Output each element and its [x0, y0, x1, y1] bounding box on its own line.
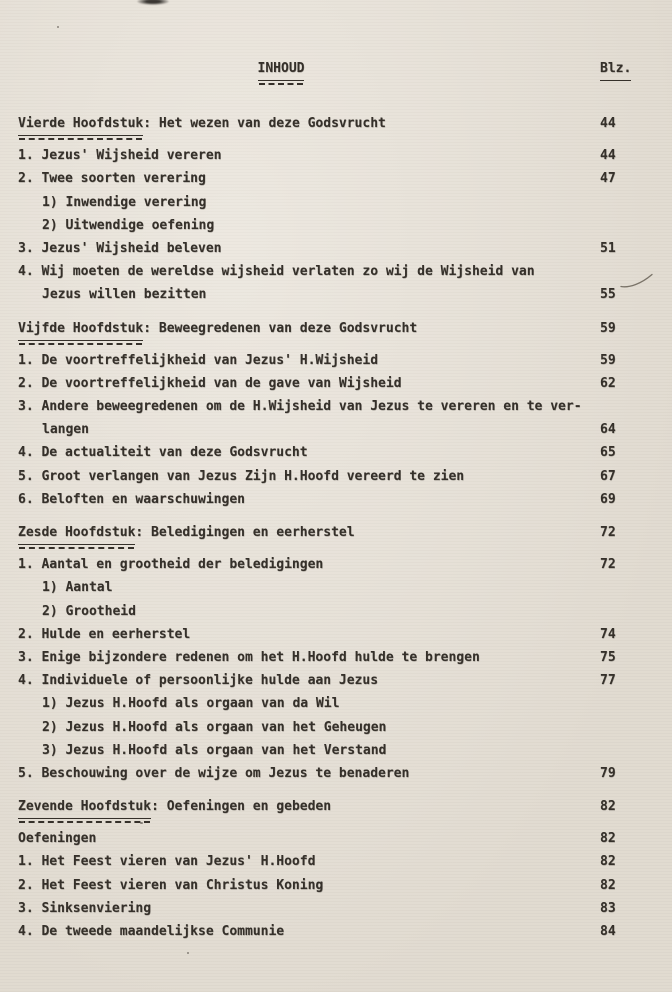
- row-text: 3. Jezus' Wijsheid beleven: [18, 240, 222, 256]
- toc-row: [18, 553, 672, 576]
- row-text: 5. Groot verlangen van Jezus Zijn H.Hoofd vereerd te zien: [18, 468, 465, 484]
- row-text: 2) Uitwendige oefening: [42, 217, 215, 233]
- row-text: 1) Jezus H.Hoofd als orgaan van da Wil: [42, 696, 340, 712]
- toc-header: [0, 0, 672, 81]
- row-text: 6. Beloften en waarschuwingen: [18, 491, 245, 507]
- toc-row: [18, 827, 672, 850]
- row-text: 1) Aantal: [42, 580, 113, 596]
- row-text: 4. Individuele of persoonlijke hulde aan Jezus: [18, 673, 379, 689]
- row-page-number: 51: [600, 240, 616, 256]
- toc-rows: [0, 81, 672, 943]
- chapter-name: Vierde Hoofdstuk: [18, 112, 143, 136]
- toc-row: [18, 692, 672, 715]
- row-text: 3. Sinksenviering: [18, 900, 152, 916]
- row-text: langen: [42, 422, 89, 438]
- toc-row: [18, 623, 672, 646]
- row-text: 2. De voortreffelijkheid van de gave van Wijsheid: [18, 375, 402, 391]
- chapter-subtitle: : Beledigingen en eerherstel: [135, 525, 355, 540]
- toc-row: [18, 214, 672, 237]
- title-area: [18, 57, 600, 81]
- toc-row: [18, 191, 672, 214]
- toc-row: [18, 283, 672, 306]
- row-page-number: 47: [600, 171, 616, 187]
- toc-row: [18, 646, 672, 669]
- toc-chapter-row: [18, 521, 672, 544]
- row-page-number: 55: [600, 287, 616, 303]
- toc-chapter-row: [18, 795, 672, 818]
- toc-row: [18, 349, 672, 372]
- toc-row: [18, 716, 672, 739]
- toc-row: [18, 669, 672, 692]
- row-page-number: 67: [600, 468, 616, 484]
- row-text: 1) Inwendige verering: [42, 194, 207, 210]
- toc-row: [18, 260, 672, 283]
- row-page-number: 83: [600, 900, 616, 916]
- toc-row: [18, 441, 672, 464]
- row-page-number: 72: [600, 525, 616, 540]
- row-page-number: 65: [600, 445, 616, 461]
- row-page-number: 82: [600, 831, 616, 847]
- chapter-subtitle: : Oefeningen en gebeden: [151, 799, 332, 815]
- page-column-label: Blz.: [600, 57, 631, 81]
- toc-row: [18, 418, 672, 441]
- toc-row: [18, 372, 672, 395]
- row-page-number: 59: [600, 352, 616, 368]
- toc-row: [18, 395, 672, 418]
- row-page-number: 69: [600, 491, 616, 507]
- toc-row: [18, 920, 672, 943]
- row-page-number: 72: [600, 557, 616, 573]
- toc-chapter-row: [18, 112, 672, 135]
- chapter-subtitle: : Het wezen van deze Godsvrucht: [143, 116, 386, 131]
- row-page-number: 44: [600, 116, 616, 131]
- row-text: 2. Twee soorten verering: [18, 171, 206, 187]
- page-column-header: [600, 57, 672, 81]
- toc-row: [18, 167, 672, 190]
- page-title: INHOUD: [258, 57, 305, 81]
- row-text: 3) Jezus H.Hoofd als orgaan van het Verstand: [42, 742, 387, 758]
- toc-row: [18, 897, 672, 920]
- row-page-number: 82: [600, 799, 616, 815]
- row-text: [18, 112, 600, 136]
- toc-row: [18, 237, 672, 260]
- row-text: 1. Jezus' Wijsheid vereren: [18, 148, 222, 164]
- scan-speck: [140, 822, 143, 824]
- row-page-number: 79: [600, 765, 616, 781]
- chapter-name: Zevende Hoofdstuk: [18, 795, 151, 819]
- row-text: 2. Het Feest vieren van Christus Koning: [18, 877, 324, 893]
- row-page-number: 84: [600, 924, 616, 939]
- toc-row: [18, 488, 672, 511]
- row-text: 1. Aantal en grootheid der beledigingen: [18, 557, 324, 573]
- row-text: 2. Hulde en eerherstel: [18, 626, 191, 642]
- toc-row: [18, 762, 672, 785]
- row-page-number: 62: [600, 375, 616, 391]
- row-page-number: 75: [600, 649, 616, 665]
- row-text: Jezus willen bezitten: [42, 287, 207, 303]
- pen-mark: [620, 273, 654, 291]
- row-text: 1. De voortreffelijkheid van Jezus' H.Wijsheid: [18, 352, 379, 368]
- chapter-subtitle: : Beweegredenen van deze Godsvrucht: [143, 320, 418, 336]
- row-text: 4. De actualiteit van deze Godsvrucht: [18, 445, 308, 461]
- row-text: 3. Andere beweegredenen om de H.Wijsheid van Jezus te vereren en te ver-: [18, 399, 582, 415]
- chapter-name: Zesde Hoofdstuk: [18, 521, 135, 545]
- row-text: [18, 795, 600, 819]
- toc-row: [18, 850, 672, 873]
- row-text: 3. Enige bijzondere redenen om het H.Hoofd hulde te brengen: [18, 649, 480, 665]
- row-page-number: 82: [600, 877, 616, 893]
- row-text: 2) Grootheid: [42, 603, 136, 619]
- row-page-number: 82: [600, 854, 616, 870]
- scan-speck: [187, 952, 189, 954]
- row-page-number: 77: [600, 673, 616, 689]
- row-text: 5. Beschouwing over de wijze om Jezus te benaderen: [18, 765, 410, 781]
- chapter-name: Vijfde Hoofdstuk: [18, 317, 143, 341]
- toc-row: [18, 739, 672, 762]
- row-text: Oefeningen: [18, 831, 97, 847]
- row-text: 2) Jezus H.Hoofd als orgaan van het Geheugen: [42, 719, 387, 735]
- row-page-number: 44: [600, 148, 616, 164]
- row-text: [18, 317, 600, 341]
- toc-row: [18, 576, 672, 599]
- toc-row: [18, 874, 672, 897]
- row-text: 4. Wij moeten de wereldse wijsheid verlaten zo wij de Wijsheid van: [18, 264, 535, 280]
- row-page-number: 59: [600, 320, 616, 336]
- toc-row: [18, 465, 672, 488]
- row-text: [18, 521, 600, 545]
- row-page-number: 64: [600, 422, 616, 438]
- toc-row: [18, 600, 672, 623]
- scan-speck: [57, 26, 59, 28]
- row-text: 1. Het Feest vieren van Jezus' H.Hoofd: [18, 854, 316, 870]
- toc-chapter-row: [18, 317, 672, 340]
- toc-row: [18, 144, 672, 167]
- row-page-number: 74: [600, 626, 616, 642]
- row-text: 4. De tweede maandelijkse Communie: [18, 924, 285, 939]
